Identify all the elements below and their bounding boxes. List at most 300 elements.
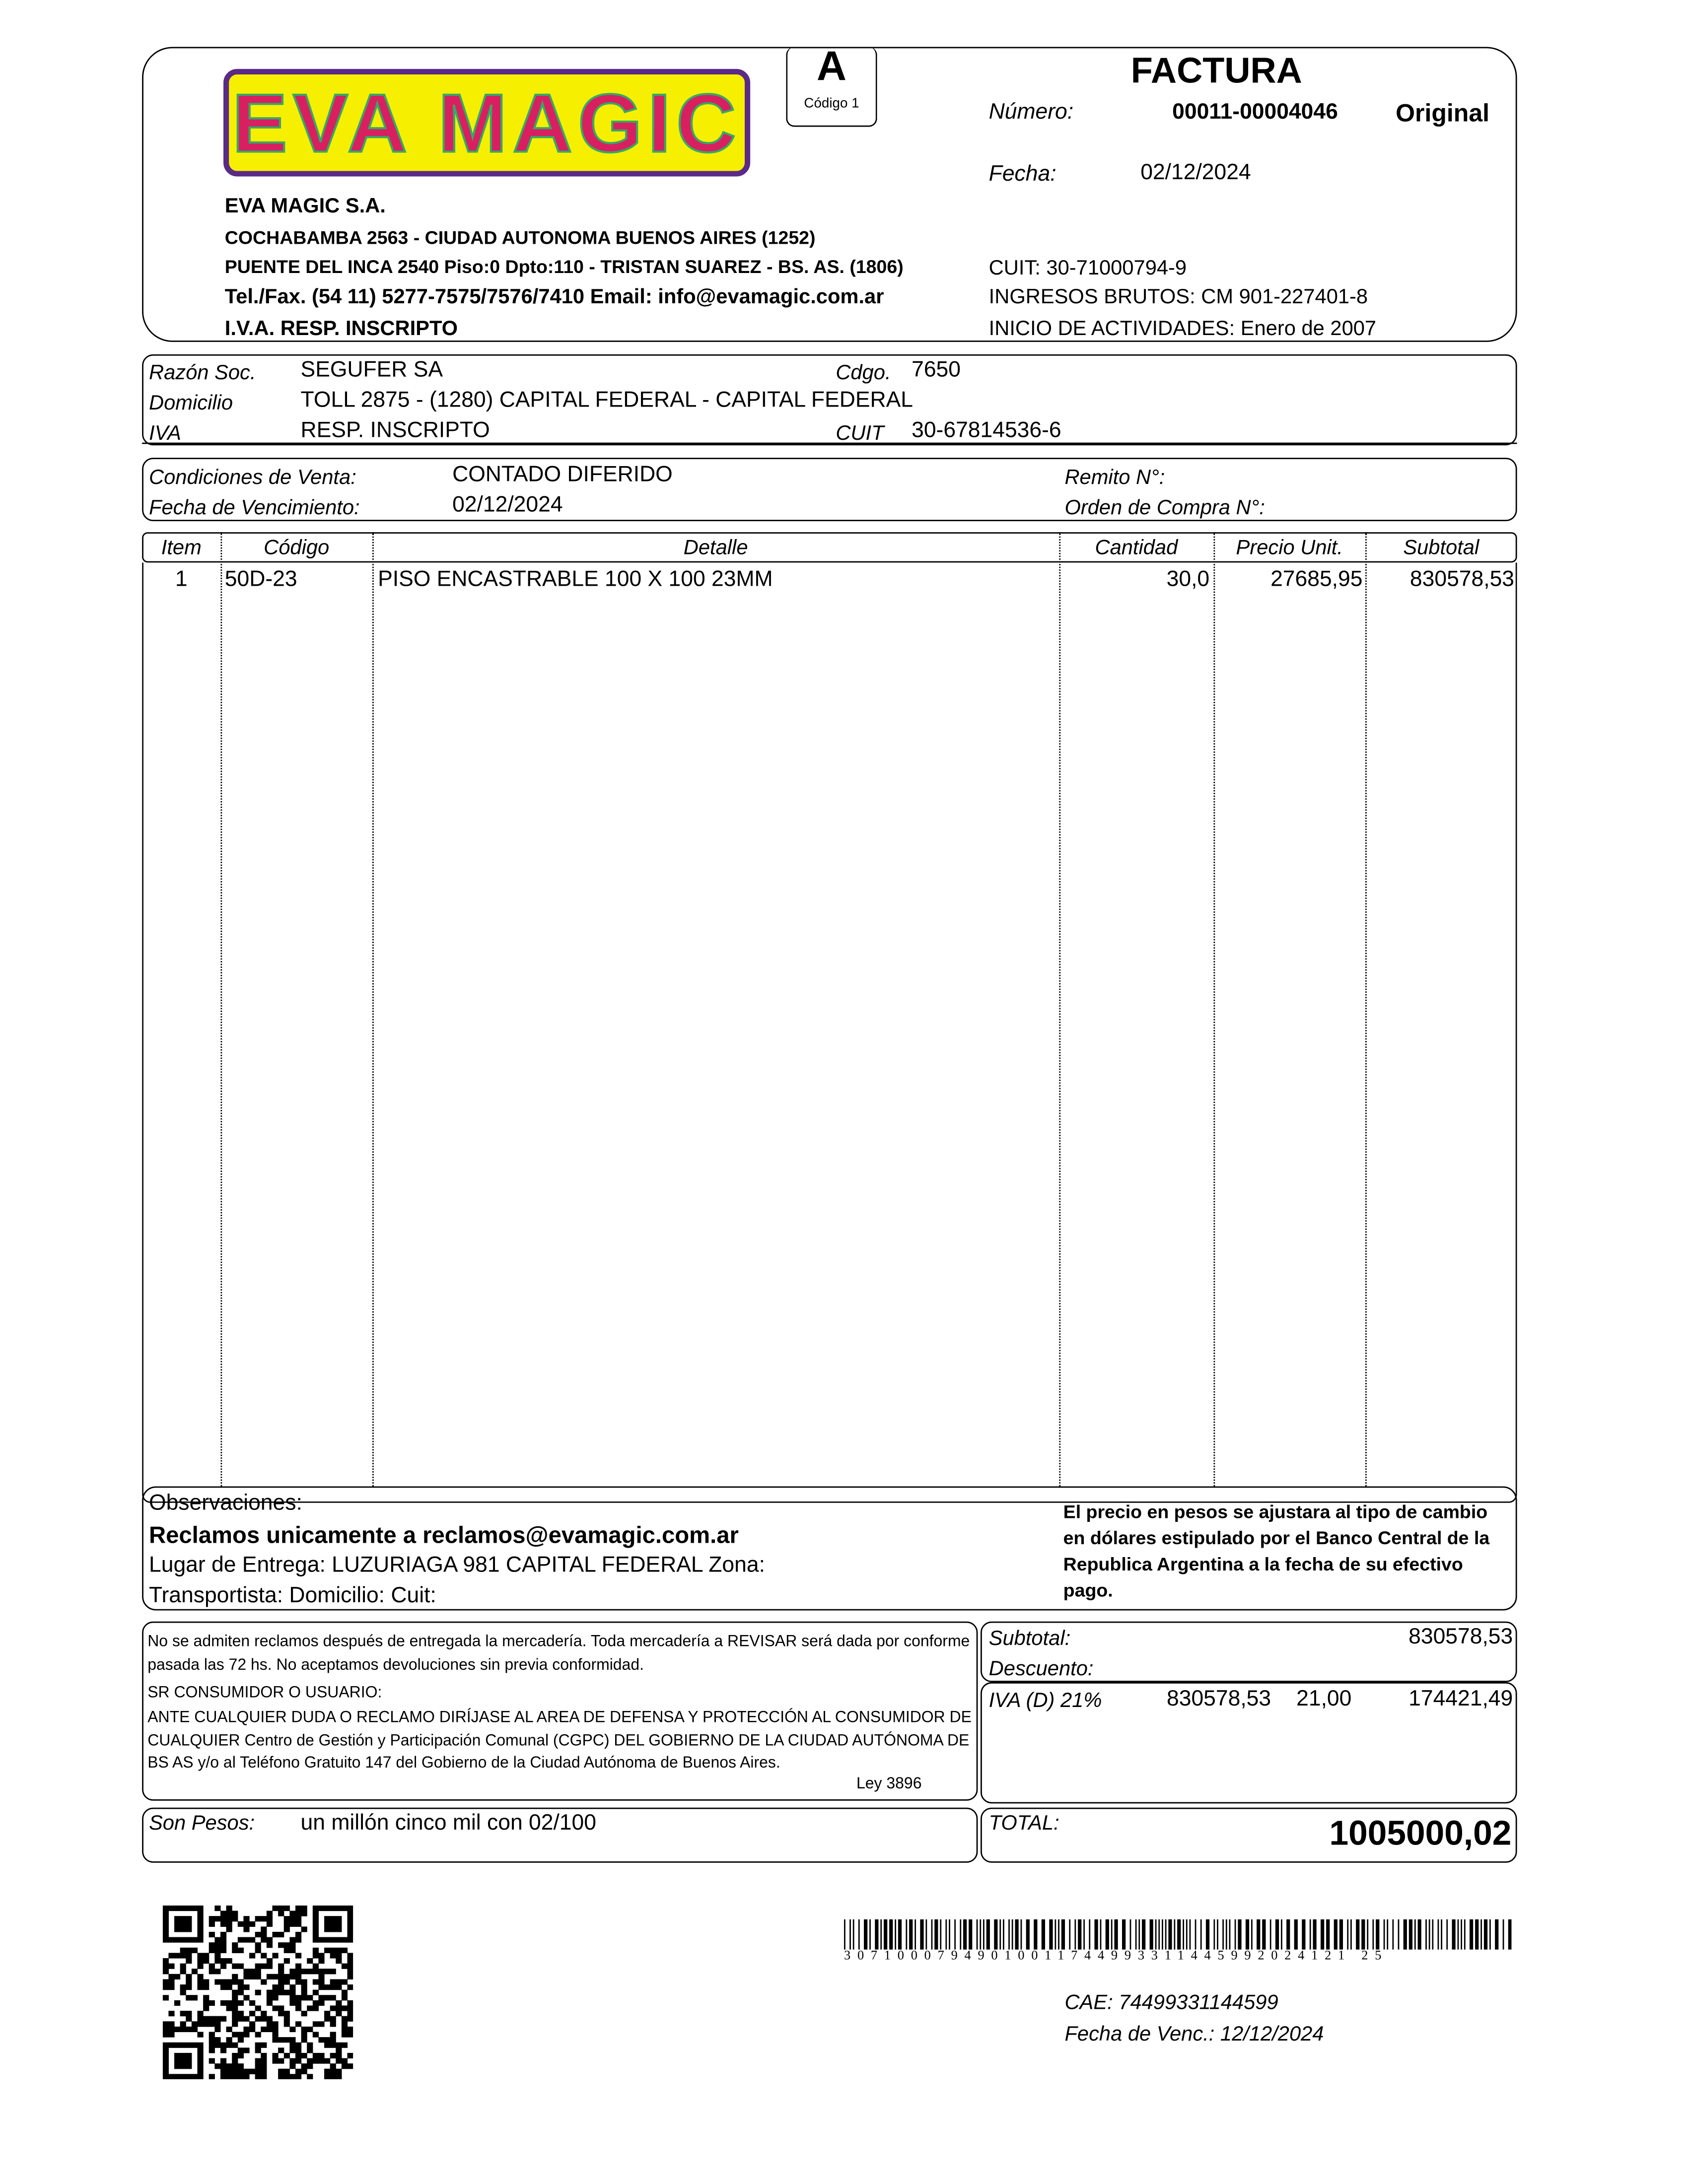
qr-module [295, 1921, 301, 1927]
qr-module [209, 1948, 215, 1953]
qr-module [163, 2063, 169, 2069]
qr-module [267, 2016, 273, 2022]
qr-module [220, 2048, 226, 2053]
qr-module [267, 1937, 273, 1943]
qr-module [180, 1948, 186, 1953]
divider [142, 443, 1517, 444]
qr-module [289, 1948, 295, 1953]
qr-module [336, 2069, 342, 2074]
barcode-bar [1165, 1919, 1167, 1950]
qr-module [289, 1921, 295, 1927]
company-address-1: COCHABAMBA 2563 - CIUDAD AUTONOMA BUENOS AIRES (1252) [224, 227, 816, 249]
qr-module [295, 2021, 301, 2027]
qr-module [348, 1958, 353, 1964]
qr-module [348, 2000, 353, 2006]
qr-module [336, 1979, 342, 1984]
qr-module [163, 1932, 169, 1937]
qr-module [284, 1906, 290, 1911]
qr-module [342, 2058, 348, 2063]
qr-module [313, 2005, 319, 2011]
qr-module [289, 2063, 295, 2069]
cell-detalle: PISO ENCASTRABLE 100 X 100 23MM [378, 568, 773, 592]
qr-module [203, 2021, 209, 2027]
qr-module [267, 1964, 273, 1969]
barcode-bar [1213, 1919, 1215, 1950]
qr-module [301, 1911, 307, 1916]
qr-module [238, 1964, 244, 1969]
qr-module [324, 1906, 330, 1911]
barcode-bar [858, 1919, 860, 1950]
qr-module [336, 2005, 342, 2011]
qr-module [180, 1906, 186, 1911]
barcode-bar [875, 1919, 878, 1950]
qr-module [220, 2069, 226, 2074]
col-header-codigo: Código [264, 536, 330, 560]
qr-module [307, 1969, 313, 1974]
barcode-bar [954, 1919, 956, 1950]
qr-module [348, 1916, 353, 1921]
barcode-bar [1174, 1919, 1175, 1950]
barcode-bar [1302, 1919, 1305, 1950]
qr-module [186, 1921, 192, 1927]
invoice-date: 02/12/2024 [1140, 161, 1251, 185]
qr-module [232, 2043, 238, 2048]
qr-module [186, 2063, 192, 2069]
qr-module [232, 1974, 238, 1979]
qr-module [278, 2074, 284, 2079]
qr-module [336, 1958, 342, 1964]
qr-module [180, 1937, 186, 1943]
qr-module [197, 2069, 203, 2074]
qr-module [255, 1964, 261, 1969]
col-header-detalle: Detalle [683, 536, 748, 560]
cell-subtotal: 830578,53 [1409, 568, 1515, 592]
qr-module [180, 1990, 186, 1995]
qr-module [238, 2048, 244, 2053]
qr-module [214, 2021, 220, 2027]
qr-module [243, 2016, 249, 2022]
qr-module [330, 2021, 336, 2027]
qr-module [226, 2037, 232, 2043]
legal-consumer-title: SR CONSUMIDOR O USUARIO: [147, 1685, 382, 1702]
barcode-bar [1446, 1919, 1448, 1950]
qr-module [214, 1942, 220, 1948]
qr-module [168, 2043, 174, 2048]
barcode-bar [1026, 1919, 1030, 1950]
qr-module [318, 1906, 324, 1911]
qr-module [232, 2053, 238, 2058]
qr-module [197, 1958, 203, 1964]
qr-module [203, 2005, 209, 2011]
qr-module [168, 1906, 174, 1911]
qr-module [324, 2043, 330, 2048]
qr-module [284, 1958, 290, 1964]
qr-module [324, 2037, 330, 2043]
barcode-bar [906, 1919, 907, 1950]
qr-module [238, 1990, 244, 1995]
qr-module [336, 1984, 342, 1990]
barcode-digits: 30710007949010011744993311445992024121 25 [844, 1949, 1389, 1964]
qr-module [330, 1921, 336, 1927]
qr-module [238, 2074, 244, 2079]
qr-module [267, 1911, 273, 1916]
qr-module [238, 1921, 244, 1927]
qr-module [197, 2032, 203, 2037]
qr-module [348, 1911, 353, 1916]
barcode-bar [1270, 1919, 1271, 1950]
qr-module [267, 1921, 273, 1927]
barcode-bar [1058, 1919, 1059, 1950]
client-iva: RESP. INSCRIPTO [300, 419, 490, 443]
barcode-bar [1021, 1919, 1022, 1950]
qr-module [186, 2074, 192, 2079]
qr-module [174, 1953, 180, 1958]
barcode-bar [1356, 1919, 1359, 1950]
qr-module [186, 1995, 192, 2000]
qr-module [301, 2063, 307, 2069]
qr-module [232, 1964, 238, 1969]
qr-module [168, 2011, 174, 2016]
qr-module [313, 1969, 319, 1974]
qr-module [284, 1942, 290, 1948]
qr-module [238, 2011, 244, 2016]
col-header-item: Item [161, 536, 202, 560]
qr-module [197, 1964, 203, 1969]
qr-module [295, 1969, 301, 1974]
qr-module [180, 2053, 186, 2058]
qr-module [232, 2058, 238, 2063]
qr-module [278, 1942, 284, 1948]
qr-module [278, 1979, 284, 1984]
qr-module [163, 1979, 169, 1984]
barcode-bar [1281, 1919, 1282, 1950]
qr-module [226, 2005, 232, 2011]
qr-module [289, 1916, 295, 1921]
iva-label: IVA [149, 422, 181, 446]
qr-module [186, 2016, 192, 2022]
qr-module [284, 2016, 290, 2022]
qr-module [197, 1926, 203, 1932]
barcode-bar [1008, 1919, 1010, 1950]
qr-module [192, 2074, 198, 2079]
qr-module [197, 2058, 203, 2063]
qr-module [226, 1958, 232, 1964]
barcode-bar [920, 1919, 923, 1950]
qr-module [278, 1964, 284, 1969]
qr-module [307, 2027, 313, 2032]
qr-module [197, 2063, 203, 2069]
sale-condition: CONTADO DIFERIDO [452, 463, 673, 487]
qr-module [232, 2074, 238, 2079]
qr-module [226, 1984, 232, 1990]
legal-consumer-text: ANTE CUALQUIER DUDA O RECLAMO DIRÍJASE AL AREA DE DEFENSA Y PROTECCIÓN AL CONSUMIDOR DE CUALQUIER Centro de Gestión y Participación Comunal (CGPC) DEL GOBIERNO DE LA CIUDAD AUTÓNOMA DE BS AS y/o al Teléfono Gratuito 147 del Gobierno de la Ciudad Autónoma de Buenos Aires. [147, 1709, 972, 1772]
client-address: TOLL 2875 - (1280) CAPITAL FEDERAL - CAPITAL FEDERAL [300, 389, 913, 412]
qr-module [267, 2021, 273, 2027]
qr-module [226, 2063, 232, 2069]
qr-module [295, 1964, 301, 1969]
amount-in-words: un millón cinco mil con 02/100 [300, 1812, 596, 1836]
qr-module [342, 1995, 348, 2000]
qr-module [267, 1974, 273, 1979]
qr-module [348, 2005, 353, 2011]
qr-module [307, 2005, 313, 2011]
fecha-label: Fecha: [988, 162, 1056, 187]
qr-module [238, 2063, 244, 2069]
barcode-bar [1122, 1919, 1125, 1950]
barcode-bar [1195, 1919, 1196, 1950]
qr-module [226, 2027, 232, 2032]
barcode-bar [1387, 1919, 1388, 1950]
qr-module [278, 2069, 284, 2074]
qr-module [220, 1932, 226, 1937]
barcode-bar [1114, 1919, 1118, 1950]
qr-module [220, 1958, 226, 1964]
qr-module [342, 2043, 348, 2048]
qr-module [174, 2058, 180, 2063]
qr-module [214, 1958, 220, 1964]
barcode-bar [1186, 1919, 1188, 1950]
qr-module [348, 1937, 353, 1943]
qr-module [249, 1953, 255, 1958]
qr-module [330, 1984, 336, 1990]
qr-module [186, 2058, 192, 2063]
qr-module [197, 1953, 203, 1958]
qr-module [163, 1995, 169, 2000]
qr-module [186, 1974, 192, 1979]
qr-module [243, 1969, 249, 1974]
qr-module [163, 1937, 169, 1943]
observations-label: Observaciones: [149, 1492, 302, 1515]
qr-module [226, 1979, 232, 1984]
qr-module [186, 1937, 192, 1943]
qr-module [255, 2058, 261, 2063]
qr-module [174, 1937, 180, 1943]
qr-module [324, 2074, 330, 2079]
qr-module [336, 1921, 342, 1927]
qr-module [336, 2074, 342, 2079]
barcode-bar [1055, 1919, 1056, 1950]
qr-module [348, 2011, 353, 2016]
qr-module [295, 2053, 301, 2058]
qr-module [261, 1916, 267, 1921]
legal-ley: Ley 3896 [856, 1775, 922, 1793]
qr-module [272, 2037, 278, 2043]
qr-module [203, 1979, 209, 1984]
barcode-bar [1200, 1919, 1202, 1950]
barcode-bar [1321, 1919, 1324, 1950]
qr-module [295, 2043, 301, 2048]
qr-module [289, 2037, 295, 2043]
qr-module [226, 1916, 232, 1921]
barcode-bar [1003, 1919, 1004, 1950]
barcode-bar [1238, 1919, 1241, 1950]
qr-module [243, 1984, 249, 1990]
qr-module [243, 2027, 249, 2032]
qr-module [255, 2069, 261, 2074]
qr-module [238, 2032, 244, 2037]
qr-module [255, 1969, 261, 1974]
client-code: 7650 [912, 358, 961, 382]
exchange-note: El precio en pesos se ajustara al tipo de cambio en dólares estipulado por el Banco Central de la Republica Argentina a la fecha de su efectivo pago. [1063, 1502, 1490, 1601]
qr-module [203, 1984, 209, 1990]
barcode-bar [925, 1919, 927, 1950]
qr-module [301, 2037, 307, 2043]
qr-module [232, 2005, 238, 2011]
qr-module [243, 1916, 249, 1921]
qr-module [307, 2043, 313, 2048]
qr-module [289, 2048, 295, 2053]
qr-module [192, 1937, 198, 1943]
qr-module [301, 2011, 307, 2016]
qr-module [255, 2043, 261, 2048]
invoice-type-box [786, 44, 877, 127]
qr-module [278, 1984, 284, 1990]
qr-module [324, 1969, 330, 1974]
qr-module [330, 2032, 336, 2037]
qr-module [255, 1942, 261, 1948]
barcode-bar [1177, 1919, 1181, 1950]
qr-module [261, 1937, 267, 1943]
qr-module [330, 2043, 336, 2048]
qr-module [342, 1964, 348, 1969]
barcode-bar [1094, 1919, 1098, 1950]
qr-module [318, 2000, 324, 2006]
barcode-bar [977, 1919, 978, 1950]
barcode-bar [1310, 1919, 1311, 1950]
barcode-bar [1015, 1919, 1018, 1950]
qr-module [238, 1937, 244, 1943]
qr-module [209, 1942, 215, 1948]
barcode-bar [1142, 1919, 1145, 1950]
qr-module [272, 1984, 278, 1990]
qr-module [163, 1969, 169, 1974]
barcode-bar [1404, 1919, 1407, 1950]
qr-module [261, 2058, 267, 2063]
barcode-bar [1372, 1919, 1374, 1950]
qr-module [313, 1926, 319, 1932]
qr-module [272, 2027, 278, 2032]
qr-module [330, 1995, 336, 2000]
qr-module [342, 2027, 348, 2032]
barcode-bar [1480, 1919, 1482, 1950]
qr-module [318, 1995, 324, 2000]
qr-module [278, 1974, 284, 1979]
barcode-bar [869, 1919, 871, 1950]
qr-module [348, 1969, 353, 1974]
qr-module [243, 2032, 249, 2037]
qr-module [243, 1921, 249, 1927]
barcode-bar [1313, 1919, 1316, 1950]
qr-module [301, 2027, 307, 2032]
qr-module [238, 2069, 244, 2074]
company-contact: Tel./Fax. (54 11) 5277-7575/7576/7410 Email: info@evamagic.com.ar [224, 285, 884, 309]
qr-module [318, 1969, 324, 1974]
qr-module [180, 2027, 186, 2032]
qr-module [295, 2000, 301, 2006]
qr-module [348, 1932, 353, 1937]
qr-module [192, 2027, 198, 2032]
qr-module [324, 2011, 330, 2016]
qr-module [301, 1990, 307, 1995]
qr-module [220, 1916, 226, 1921]
qr-module [249, 1921, 255, 1927]
qr-module [289, 1990, 295, 1995]
qr-module [192, 1969, 198, 1974]
qr-module [342, 2021, 348, 2027]
qr-module [261, 2016, 267, 2022]
barcode-bar [844, 1919, 845, 1950]
qr-module [324, 2069, 330, 2074]
qr-module [255, 1990, 261, 1995]
qr-module [313, 1964, 319, 1969]
barcode-bar [1294, 1919, 1298, 1950]
qr-module [307, 2074, 313, 2079]
items-table [142, 532, 1517, 1486]
barcode-bar [1130, 1919, 1131, 1950]
qr-module [255, 1916, 261, 1921]
qr-module [220, 2043, 226, 2048]
qr-module [249, 1937, 255, 1943]
qr-module [318, 2037, 324, 2043]
qr-module [220, 1979, 226, 1984]
qr-module [267, 1995, 273, 2000]
qr-module [249, 2027, 255, 2032]
domicilio-label: Domicilio [149, 391, 233, 415]
qr-module [330, 1969, 336, 1974]
venc-label: Fecha de Vencimiento: [149, 496, 360, 520]
qr-module [342, 2063, 348, 2069]
barcode-bar [1326, 1919, 1330, 1950]
qr-module [348, 1984, 353, 1990]
qr-module [163, 1911, 169, 1916]
qr-module [284, 1974, 290, 1979]
client-cuit: 30-67814536-6 [912, 419, 1061, 443]
qr-module [197, 2053, 203, 2058]
qr-module [261, 1932, 267, 1937]
qr-module [330, 2053, 336, 2058]
qr-module [249, 1974, 255, 1979]
qr-module [214, 1937, 220, 1943]
qr-module [313, 1979, 319, 1984]
qr-module [168, 1953, 174, 1958]
qr-module [220, 1984, 226, 1990]
qr-module [284, 2053, 290, 2058]
qr-module [289, 1937, 295, 1943]
qr-module [226, 2069, 232, 2074]
qr-module [226, 1911, 232, 1916]
qr-module [220, 2063, 226, 2069]
barcode-bar [1275, 1919, 1279, 1950]
qr-module [336, 2053, 342, 2058]
qr-module [163, 2074, 169, 2079]
qr-module [336, 1948, 342, 1953]
qr-module [289, 1969, 295, 1974]
qr-module [272, 1932, 278, 1937]
qr-module [330, 2063, 336, 2069]
qr-module [348, 1974, 353, 1979]
barcode-bar [931, 1919, 933, 1950]
barcode-bar [1441, 1919, 1442, 1950]
qr-module [289, 2000, 295, 2006]
qr-module [318, 2058, 324, 2063]
qr-module [220, 2074, 226, 2079]
barcode-bar [986, 1919, 990, 1950]
barcode-bar [1452, 1919, 1455, 1950]
qr-module [220, 1911, 226, 1916]
qr-module [243, 1995, 249, 2000]
qr-module [295, 1995, 301, 2000]
company-address-2: PUENTE DEL INCA 2540 Piso:0 Dpto:110 - TRISTAN SUAREZ - BS. AS. (1806) [224, 256, 904, 277]
